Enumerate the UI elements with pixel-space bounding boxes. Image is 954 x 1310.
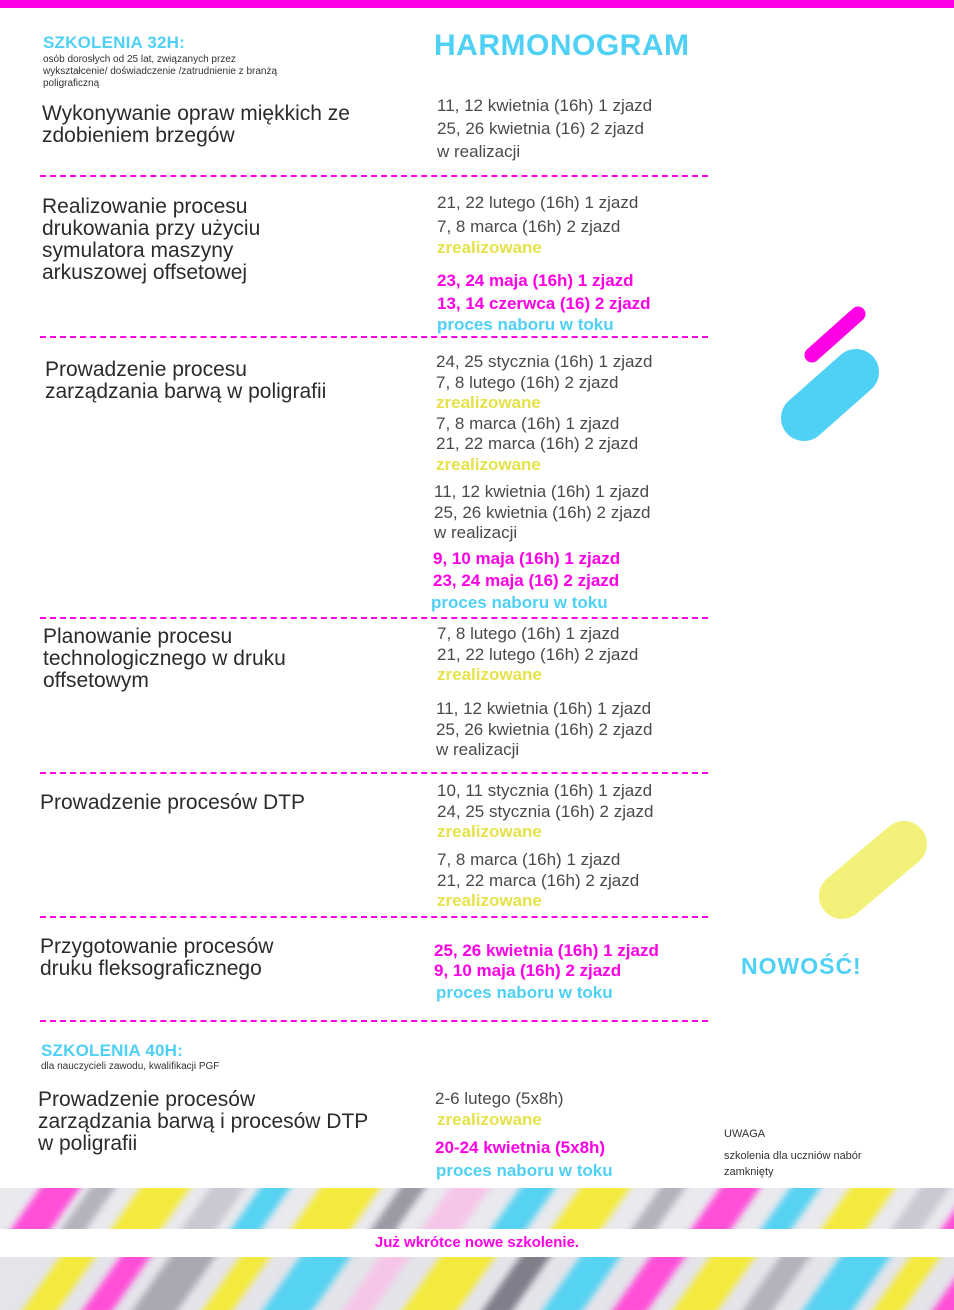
schedule-entry: 25, 26 kwietnia (16h) 2 zjazd [436, 719, 653, 739]
decorative-yellow-pill [812, 814, 938, 934]
yellow-pill [842, 844, 904, 896]
schedule-status: zrealizowane [436, 393, 541, 412]
schedule-dtp [437, 781, 653, 843]
uwaga-title: UWAGA [724, 1128, 766, 1140]
schedule-entry: 21, 22 marca (16h) 2 zjazd [436, 434, 639, 453]
section-divider [40, 175, 708, 177]
schedule-entry: 25, 26 kwietnia (16h) 2 zjazd [434, 502, 651, 522]
schedule-entry: 7, 8 marca (16h) 1 zjazd [436, 413, 620, 433]
schedule-status: zrealizowane [437, 665, 542, 684]
schedule-entry: 24, 25 stycznia (16h) 1 zjazd [436, 352, 653, 371]
schedule-barwa [436, 352, 652, 475]
schedule-status: zrealizowane [437, 891, 542, 910]
schedule-entry: 9, 10 maja (16h) 2 zjazd [434, 961, 622, 980]
schedule-40h [435, 1088, 613, 1181]
uwaga-line: zamknięty [724, 1166, 774, 1178]
course-title-offset [43, 626, 286, 692]
schedule-entry: 9, 10 maja (16h) 1 zjazd [433, 549, 621, 568]
schedule-entry: 7, 8 lutego (16h) 1 zjazd [437, 624, 620, 643]
schedule-entry: 11, 12 kwietnia (16h) 1 zjazd [434, 482, 650, 501]
section-40h-subtitle: dla nauczycieli zawodu, kwalifikacji PGF [41, 1061, 220, 1072]
course-title-dtp [40, 792, 305, 814]
course-title-barwa [45, 359, 326, 403]
schedule-status: w realizacji [434, 523, 518, 542]
schedule-entry: 23, 24 maja (16h) 1 zjazd [437, 271, 634, 290]
course-title-line: zdobieniem brzegów [42, 124, 235, 147]
schedule-status: zrealizowane [437, 822, 542, 841]
footer-announcement: Już wkrótce nowe szkolenie. [0, 1229, 954, 1257]
subtitle-line: osób dorosłych od 25 lat, związanych przez [43, 54, 236, 65]
course-title-line: Przygotowanie procesów [40, 935, 274, 958]
section-divider [40, 617, 708, 619]
schedule-status: w realizacji [436, 740, 520, 759]
schedule-entry: 24, 25 stycznia (16h) 2 zjazd [437, 801, 654, 821]
schedule-entry: 11, 12 kwietnia (16h) 1 zjazd [437, 96, 653, 115]
schedule-entry: 25, 26 kwietnia (16) 2 zjazd [437, 119, 644, 138]
section-32h-title: SZKOLENIA 32H: [43, 33, 185, 52]
course-title-line: symulatora maszyny [42, 239, 234, 262]
schedule-entry: 10, 11 stycznia (16h) 1 zjazd [437, 781, 653, 800]
subtitle-line: poligraficzną [43, 78, 100, 89]
course-title-line: druku fleksograficznego [40, 957, 262, 980]
schedule-entry: 23, 24 maja (16) 2 zjazd [433, 571, 620, 590]
schedule-entry: 25, 26 kwietnia (16h) 1 zjazd [434, 941, 659, 960]
course-title-opraw [42, 103, 350, 147]
course-title-line: Planowanie procesu [43, 625, 233, 648]
schedule-dtp-2 [437, 850, 639, 912]
section-32h-subtitle [43, 54, 277, 90]
course-title-line: arkuszowej offsetowej [42, 261, 248, 284]
schedule-entry: 21, 22 lutego (16h) 1 zjazd [437, 193, 639, 212]
uwaga-line: szkolenia dla uczniów nabór [724, 1150, 862, 1162]
course-title-line: Wykonywanie opraw miękkich ze [42, 102, 350, 125]
schedule-status: proces naboru w toku [437, 315, 614, 334]
uwaga-note [724, 1126, 862, 1180]
top-accent-bar [0, 0, 954, 8]
section-divider [40, 336, 708, 338]
nowosc-badge: NOWOŚĆ! [741, 953, 862, 979]
course-title-line: zarządzania barwą w poligrafii [45, 380, 327, 403]
section-divider [40, 1020, 708, 1022]
schedule-fleksografia [434, 941, 659, 1003]
schedule-status: zrealizowane [437, 238, 542, 257]
course-title-line: drukowania przy użyciu [42, 217, 261, 240]
schedule-entry: 21, 22 marca (16h) 2 zjazd [437, 870, 640, 890]
schedule-offset [437, 624, 638, 686]
section-40h-title: SZKOLENIA 40H: [41, 1041, 183, 1060]
harmonogram-heading: HARMONOGRAM [434, 29, 690, 62]
cmyk-banner-top [0, 1188, 954, 1229]
cyan-pill [804, 372, 856, 418]
course-title-40h [38, 1089, 368, 1155]
schedule-symulator [437, 192, 651, 335]
schedule-entry: 7, 8 marca (16h) 1 zjazd [437, 850, 621, 869]
course-title-line: Prowadzenie procesów DTP [40, 791, 305, 814]
subtitle-line: wykształcenie/ doświadczenie /zatrudnienie z branżą [43, 66, 278, 77]
schedule-entry: 20-24 kwietnia (5x8h) [435, 1138, 606, 1157]
section-divider [40, 916, 708, 918]
course-title-line: zarządzania barwą i procesów DTP [38, 1110, 369, 1133]
course-title-line: Realizowanie procesu [42, 195, 248, 218]
schedule-status: zrealizowane [436, 454, 541, 474]
schedule-entry: 7, 8 lutego (16h) 2 zjazd [436, 372, 619, 392]
course-title-line: Prowadzenie procesów [38, 1088, 256, 1111]
course-title-line: technologicznego w druku [43, 647, 286, 670]
schedule-barwa-3 [431, 548, 620, 614]
course-title-symulator [42, 196, 260, 284]
schedule-status: zrealizowane [437, 1110, 542, 1129]
course-title-line: offsetowym [43, 669, 149, 692]
schedule-entry: 7, 8 marca (16h) 2 zjazd [437, 217, 621, 236]
schedule-opraw [437, 94, 652, 163]
section-divider [40, 772, 708, 774]
schedule-offset-2 [436, 699, 652, 761]
schedule-status: proces naboru w toku [436, 1161, 613, 1180]
decorative-pill-shapes [770, 300, 890, 460]
schedule-entry: 11, 12 kwietnia (16h) 1 zjazd [436, 699, 652, 718]
schedule-entry: 13, 14 czerwca (16) 2 zjazd [437, 294, 651, 313]
schedule-status: w realizacji [437, 142, 521, 161]
schedule-barwa-2 [434, 482, 650, 544]
schedule-entry: 2-6 lutego (5x8h) [435, 1089, 564, 1108]
course-title-line: w poligrafii [38, 1132, 138, 1155]
cmyk-banner-bottom [0, 1257, 954, 1310]
magenta-pill [812, 314, 858, 355]
course-title-fleksografia [40, 936, 273, 980]
course-title-line: Prowadzenie procesu [45, 358, 247, 381]
schedule-status: proces naboru w toku [436, 983, 613, 1002]
schedule-entry: 21, 22 lutego (16h) 2 zjazd [437, 644, 639, 664]
schedule-status: proces naboru w toku [431, 593, 608, 612]
